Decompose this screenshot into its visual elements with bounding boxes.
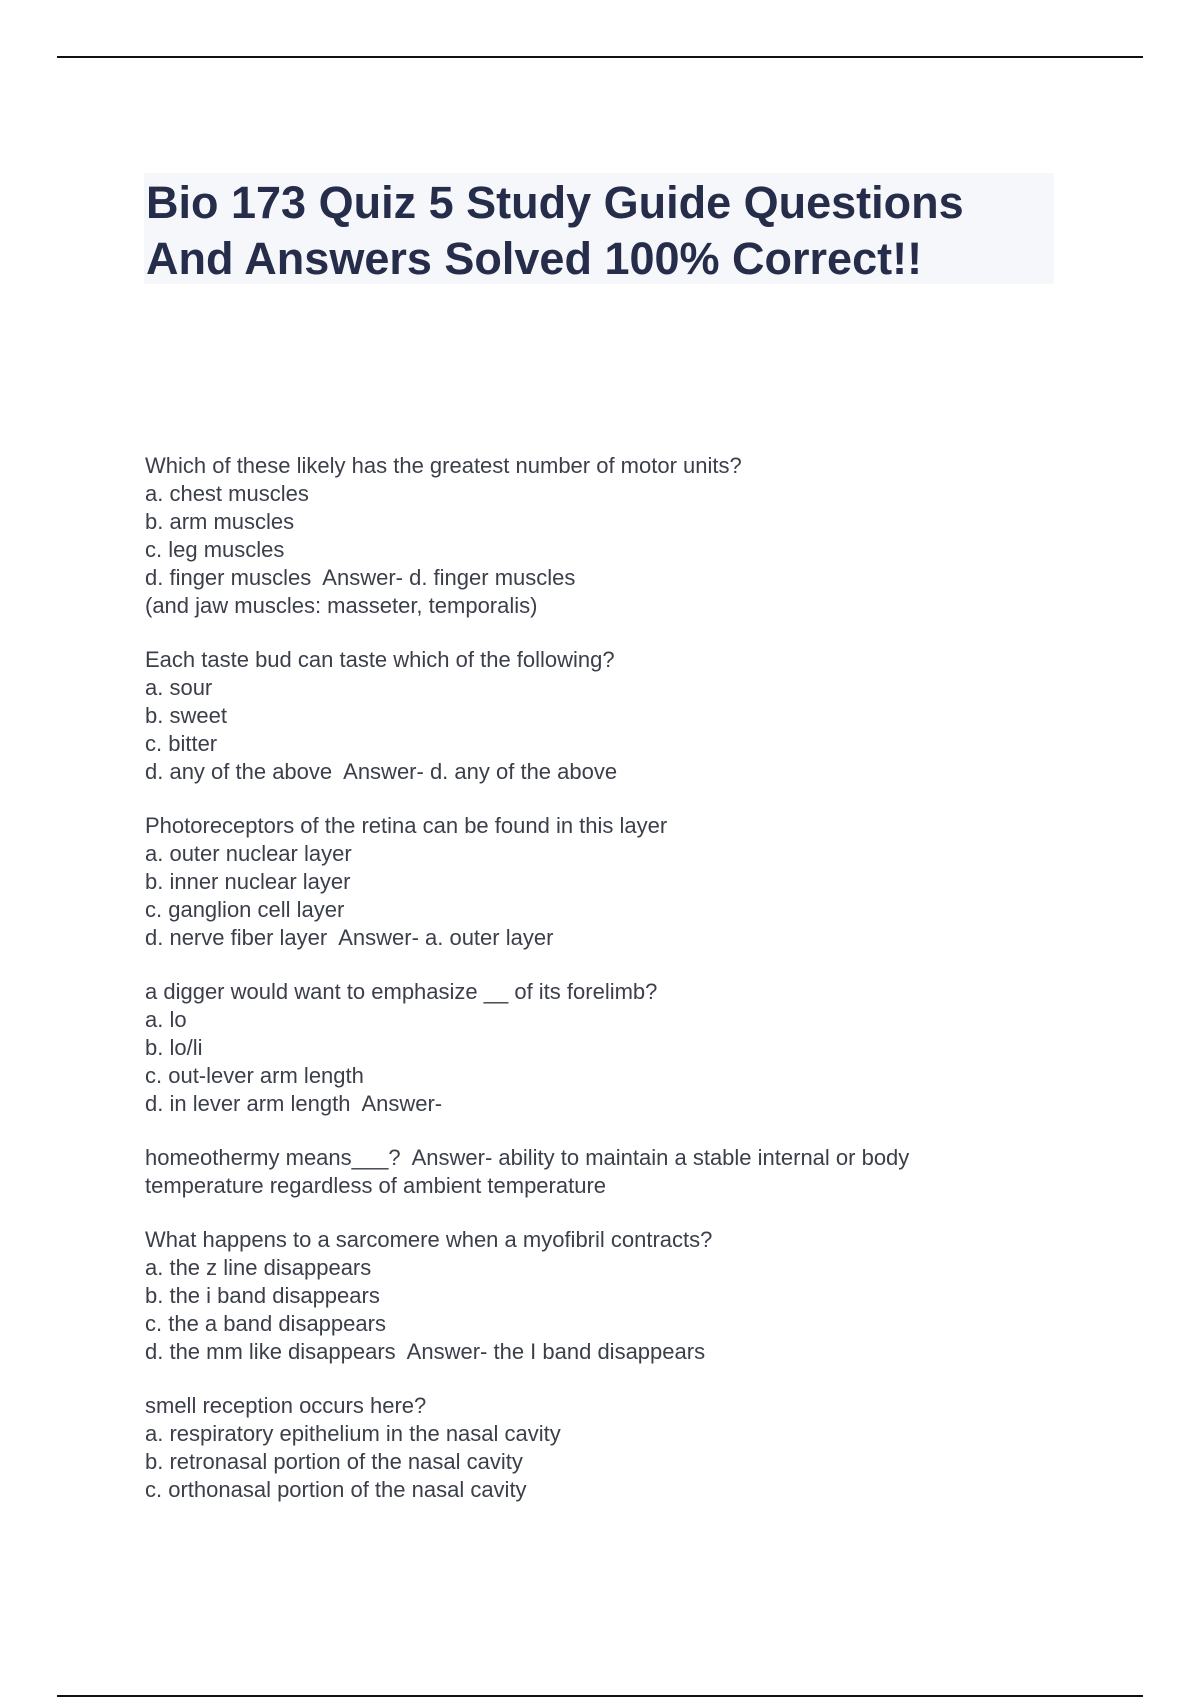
option-text: c. leg muscles: [145, 537, 285, 562]
option-text: a. outer nuclear layer: [145, 841, 352, 866]
bottom-rule: [57, 1695, 1143, 1697]
option-text: a. sour: [145, 675, 213, 700]
questions-list: [145, 452, 1045, 1530]
option-text: b. arm muscles: [145, 509, 295, 534]
option-text: a. chest muscles: [145, 481, 309, 506]
question-text: smell reception occurs here?: [145, 1393, 427, 1418]
option-text: c. ganglion cell layer: [145, 897, 345, 922]
option-text: b. sweet: [145, 703, 227, 728]
option-text: b. inner nuclear layer: [145, 869, 351, 894]
option-text: a. respiratory epithelium in the nasal cavity: [145, 1421, 561, 1446]
question-text: Each taste bud can taste which of the following?: [145, 647, 615, 672]
option-text: a. the z line disappears: [145, 1255, 372, 1280]
answer-continuation: temperature regardless of ambient temperature: [145, 1173, 607, 1198]
question-block: [145, 1226, 1045, 1366]
option-text: b. the i band disappears: [145, 1283, 380, 1308]
question-text: What happens to a sarcomere when a myofibril contracts?: [145, 1227, 713, 1252]
question-block: [145, 452, 1045, 620]
option-text: a. lo: [145, 1007, 187, 1032]
option-text: c. out-lever arm length: [145, 1063, 364, 1088]
document-title-line-1: Bio 173 Quiz 5 Study Guide Questions: [146, 177, 964, 228]
answer-note: (and jaw muscles: masseter, temporalis): [145, 593, 538, 618]
top-rule: [57, 56, 1143, 58]
question-block: [145, 978, 1045, 1118]
question-block: [145, 1144, 1045, 1200]
option-text: b. lo/li: [145, 1035, 203, 1060]
option-answer-text: d. the mm like disappears Answer- the I band disappears: [145, 1339, 706, 1364]
option-answer-text: d. nerve fiber layer Answer- a. outer layer: [145, 925, 554, 950]
option-text: c. the a band disappears: [145, 1311, 386, 1336]
question-answer-text: homeothermy means___? Answer- ability to maintain a stable internal or body: [145, 1145, 910, 1170]
question-block: [145, 646, 1045, 786]
question-text: a digger would want to emphasize __ of its forelimb?: [145, 979, 658, 1004]
question-block: [145, 1392, 1045, 1504]
option-text: b. retronasal portion of the nasal cavity: [145, 1449, 523, 1474]
question-text: Which of these likely has the greatest number of motor units?: [145, 453, 742, 478]
option-answer-text: d. any of the above Answer- d. any of the above: [145, 759, 618, 784]
document-title-line-2: And Answers Solved 100% Correct!!: [146, 233, 923, 284]
option-answer-text: d. in lever arm length Answer-: [145, 1091, 443, 1116]
option-text: c. orthonasal portion of the nasal cavity: [145, 1477, 527, 1502]
option-text: c. bitter: [145, 731, 218, 756]
option-answer-text: d. finger muscles Answer- d. finger muscles: [145, 565, 576, 590]
question-text: Photoreceptors of the retina can be found in this layer: [145, 813, 668, 838]
question-block: [145, 812, 1045, 952]
